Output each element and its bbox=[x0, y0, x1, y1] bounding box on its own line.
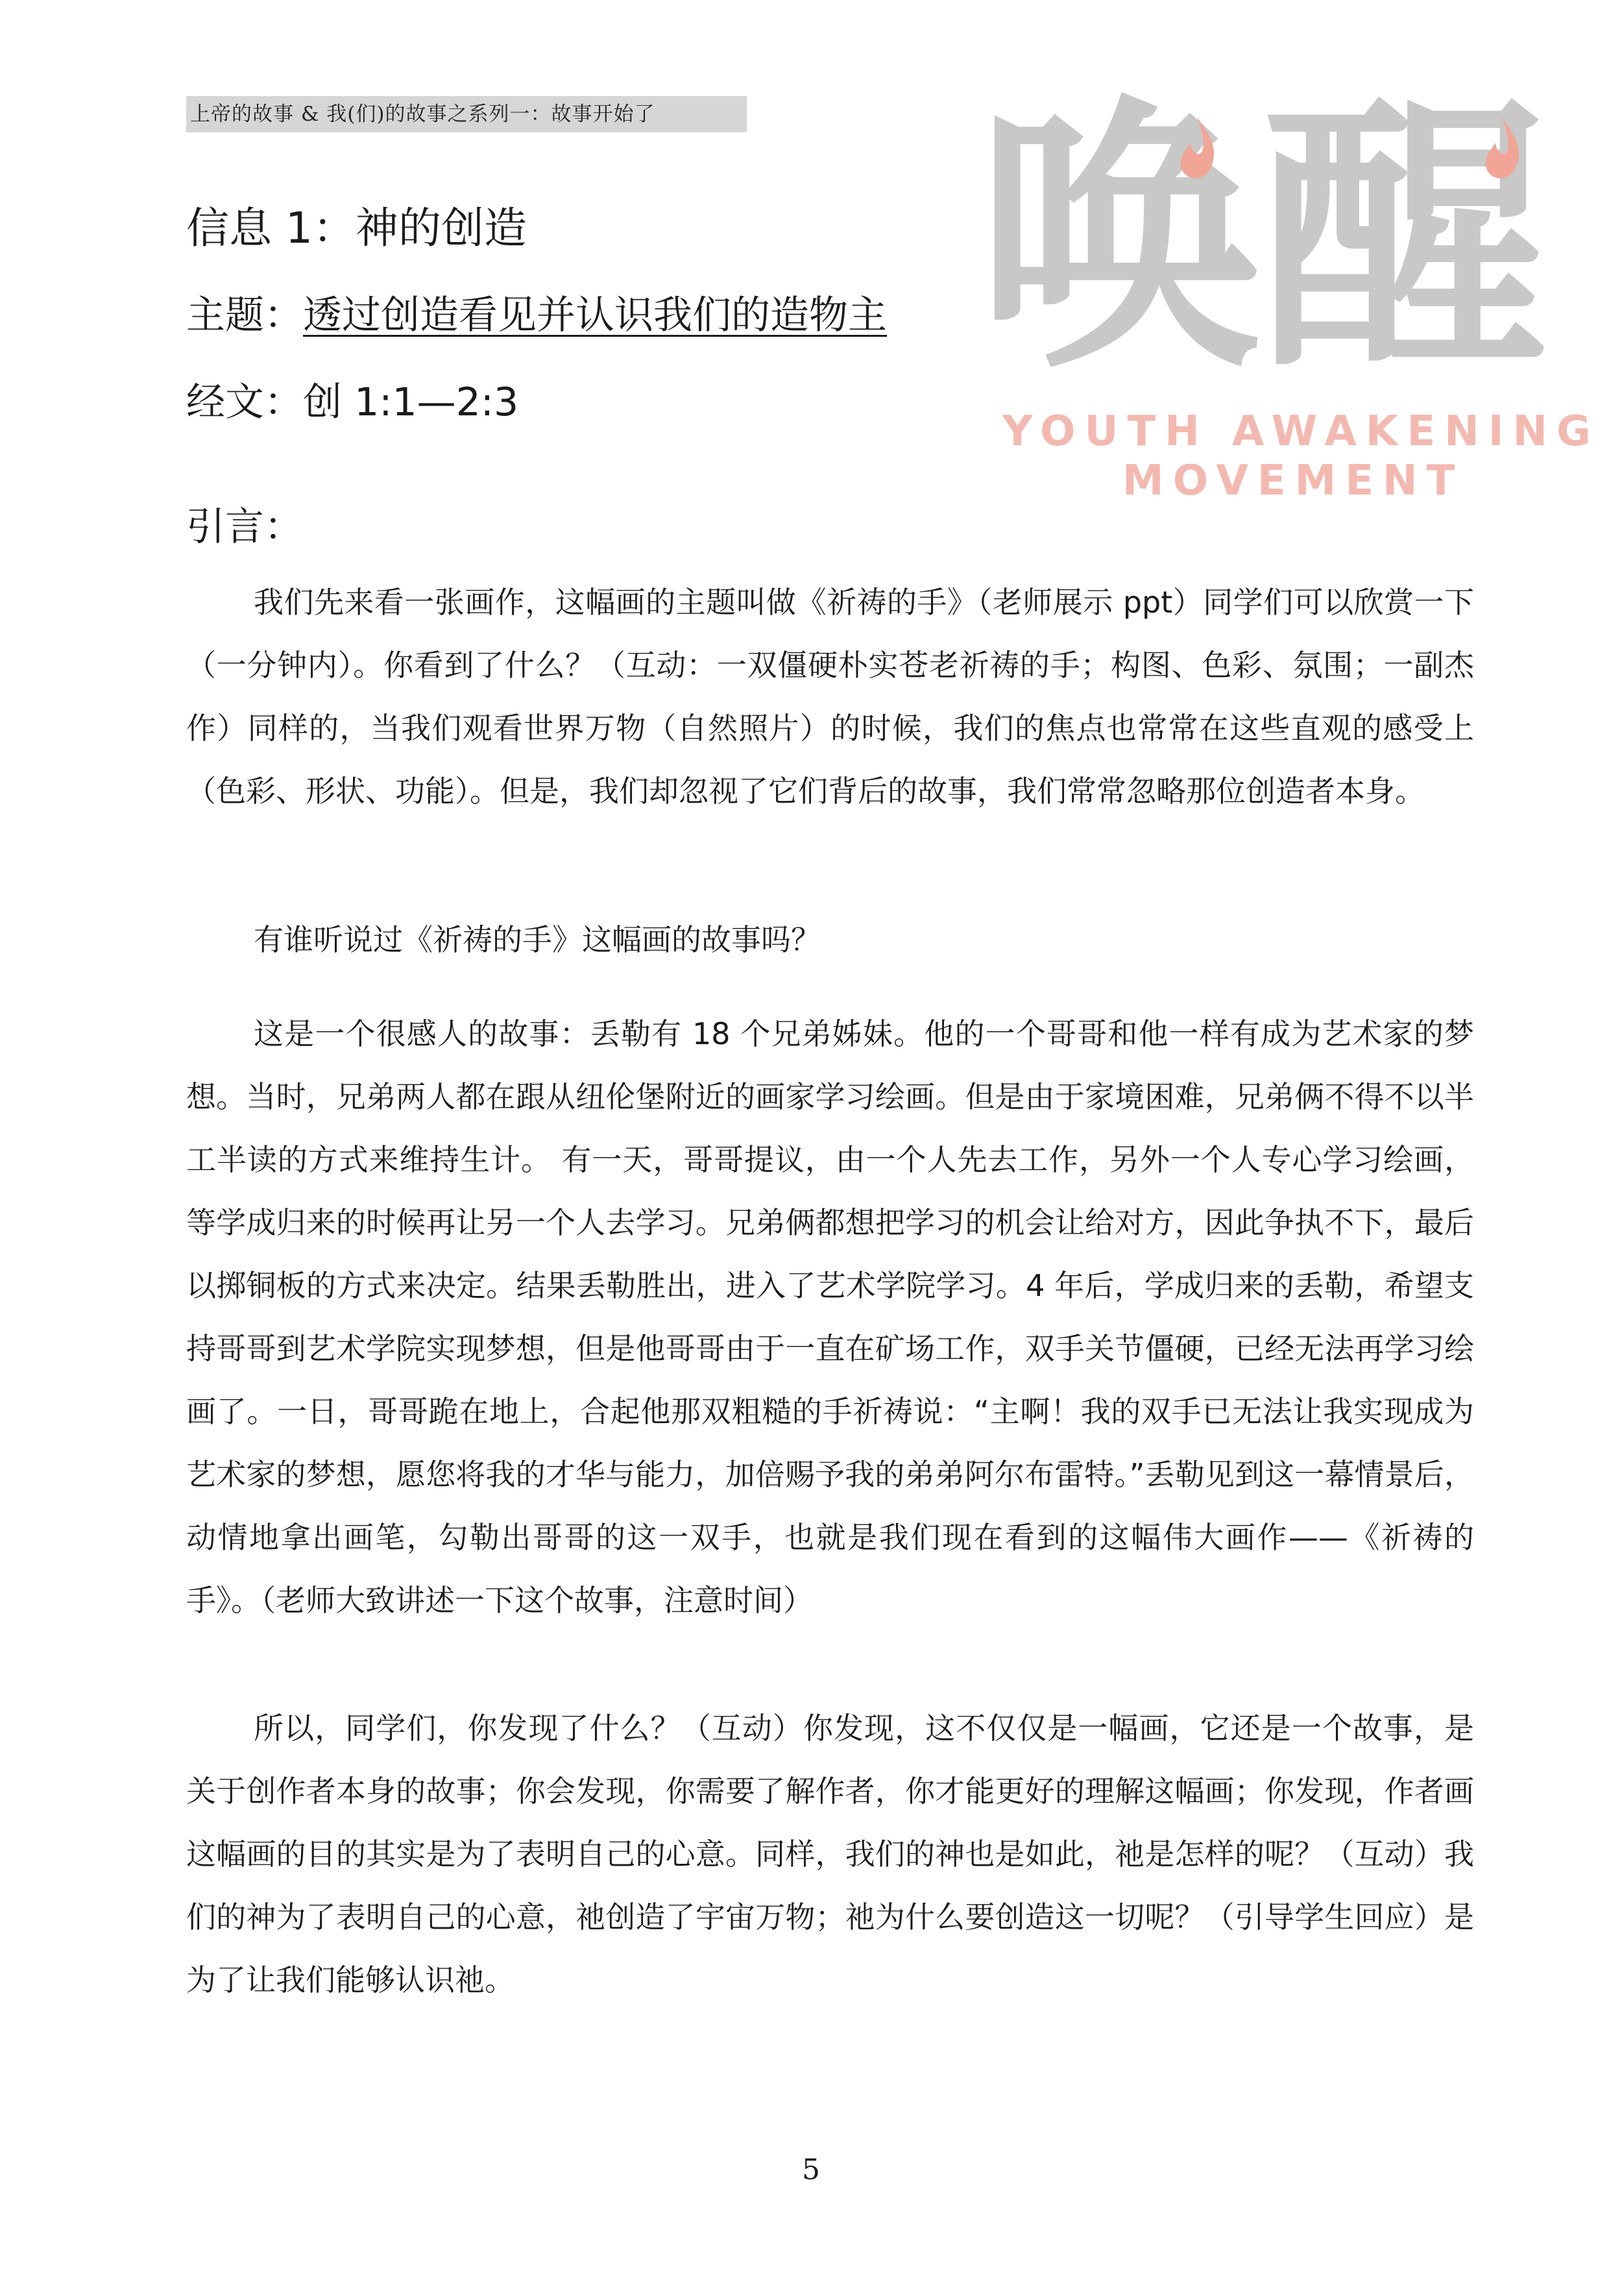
flame-icon bbox=[1171, 117, 1223, 188]
logo-text-line1: YOUTH AWAKENING bbox=[1002, 408, 1600, 456]
flame-icon bbox=[1476, 117, 1528, 188]
scripture-line: 经文：创 1:1—2:3 bbox=[186, 380, 519, 425]
message-title: 信息 1：神的创造 bbox=[186, 203, 527, 253]
topic-text: 透过创造看见并认识我们的造物主 bbox=[303, 293, 887, 338]
paragraph: 我们先来看一张画作，这幅画的主题叫做《祈祷的手》（老师展示 ppt）同学们可以欣赏一下（一分钟内）。你看到了什么？（互动：一双僵硬朴实苍老祈祷的手；构图、色彩、氛围；一副杰作）同样的，当我们观看世界万物（自然照片）的时候，我们的焦点也常常在这些直观的感受上（色彩、形状、功能）。但是，我们却忽视了它们背后的故事，我们常常忽略那位创造者本身。 bbox=[186, 585, 1474, 809]
logo-text-line2: MOVEMENT bbox=[1122, 457, 1464, 505]
topic-line bbox=[186, 284, 887, 340]
logo-chars: 唤醒 bbox=[976, 74, 1547, 406]
youth-awakening-logo bbox=[976, 74, 1600, 519]
paragraph: 所以，同学们，你发现了什么？（互动）你发现，这不仅仅是一幅画，它还是一个故事，是关于创作者本身的故事；你会发现，你需要了解作者，你才能更好的理解这幅画；你发现，作者画这幅画的目的其实是为了表明自己的心意。同样，我们的神也是如此，祂是怎样的呢？（互动）我们的神为了表明自己的心意，祂创造了宇宙万物；祂为什么要创造这一切呢？（引导学生回应）是为了让我们能够认识祂。 bbox=[186, 1711, 1474, 1997]
running-header: 上帝的故事 & 我(们)的故事之系列一：故事开始了 bbox=[186, 96, 747, 132]
paragraph: 这是一个很感人的故事：丢勒有 18 个兄弟姊妹。他的一个哥哥和他一样有成为艺术家的梦想。当时，兄弟两人都在跟从纽伦堡附近的画家学习绘画。但是由于家境困难，兄弟俩不得不以半工半读的方式来维持生计。 有一天，哥哥提议，由一个人先去工作，另外一个人专心学习绘画，等学成归来的时候再让另一个人去学习。兄弟俩都想把学习的机会让给对方，因此争执不下，最后以掷铜板的方式来决定。结果丢勒胜出，进入了艺术学院学习。4 年后，学成归来的丢勒，希望支持哥哥到艺术学院实现梦想，但是他哥哥由于一直在矿场工作，双手关节僵硬，已经无法再学习绘画了。一日，哥哥跪在地上，合起他那双粗糙的手祈祷说：“主啊！我的双手已无法让我实现成为艺术家的梦想，愿您将我的才华与能力，加倍赐予我的弟弟阿尔布雷特。”丢勒见到这一幕情景后，动情地拿出画笔，勾勒出哥哥的这一双手，也就是我们现在看到的这幅伟大画作——《祈祷的手》。（老师大致讲述一下这个故事，注意时间） bbox=[186, 1016, 1474, 1618]
intro-heading: 引言： bbox=[186, 504, 303, 550]
topic-label: 主题： bbox=[186, 293, 303, 338]
page-number: 5 bbox=[802, 2153, 820, 2186]
paragraph: 有谁听说过《祈祷的手》这幅画的故事吗？ bbox=[254, 922, 821, 957]
